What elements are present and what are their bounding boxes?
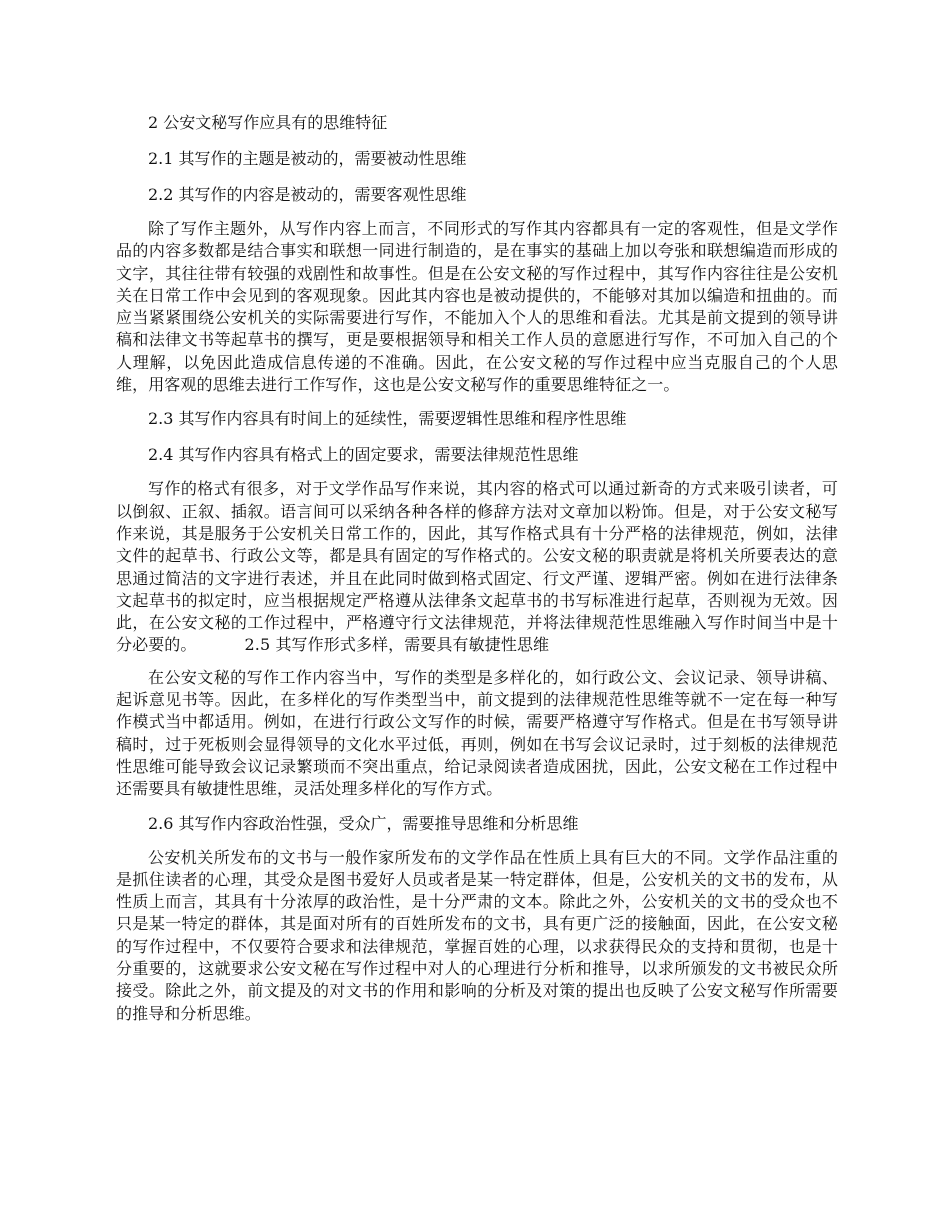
paragraph-2-2: 除了写作主题外，从写作内容上而言，不同形式的写作其内容都具有一定的客观性，但是文学作品的内容多数都是结合事实和联想一同进行制造的，是在事实的基础上加以夸张和联想编造而形成的文字，其往往带有较强的戏剧性和故事性。但是在公安文秘的写作过程中，其写作内容往往是公安机关在日常工作中会见到的客观现象。因此其内容也是被动提供的，不能够对其加以编造和扭曲的。而应当紧紧围绕公安机关的实际需要进行写作，不能加入个人的思维和看法。尤其是前文提到的领导讲稿和法律文书等起草书的撰写，更是要根据领导和相关工作人员的意愿进行写作，不可加入自己的个人理解，以免因此造成信息传递的不准确。因此，在公安文秘的写作过程中应当克服自己的个人思维，用客观的思维去进行工作写作，这也是公安文秘写作的重要思维特征之一。 [116,219,838,395]
section-heading-2-5: 2.5 其写作形式多样，需要具有敏捷性思维 [244,635,550,655]
section-heading-2: 2 公安文秘写作应具有的思维特征 [148,113,388,132]
section-heading-2-1: 2.1 其写作的主题是被动的，需要被动性思维 [148,149,467,168]
section-heading-2-4: 2.4 其写作内容具有格式上的固定要求，需要法律规范性思维 [148,445,579,465]
document-body [116,110,838,1035]
paragraph-2-4-text: 写作的格式有很多，对于文学作品写作来说，其内容的格式可以通过新奇的方式来吸引读者，可以倒叙、正叙、插叙。语言间可以采纳各种各样的修辞方法对文章加以粉饰。但是，对于公安文秘写作来说，其是服务于公安机关日常工作的，因此，其写作格式具有十分严格的法律规范，例如，法律文件的起草书、行政公文等，都是具有固定的写作格式的。公安文秘的职责就是将机关所要表达的意思通过简洁的文字进行表述，并且在此同时做到格式固定、行文严谨、逻辑严密。例如在进行法律条文起草书的拟定时，应当根据规定严格遵从法律条文起草书的书写标准进行起草，否则视为无效。因此，在公安文秘的工作过程中，严格遵守行文法律规范，并将法律规范性思维融入写作时间当中是十分必要的。 [116,479,838,655]
paragraph-2-4 [116,478,838,656]
paragraph-2-6: 公安机关所发布的文书与一般作家所发布的文学作品在性质上具有巨大的不同。文学作品注重的是抓住读者的心理，其受众是图书爱好人员或者是某一特定群体，但是，公安机关的文书的发布，从性质上而言，其具有十分浓厚的政治性，是十分严肃的文本。除此之外，公安机关的文书的受众也不只是某一特定的群体，其是面对所有的百姓所发布的文书，具有更广泛的接触面，因此，在公安文秘的写作过程中，不仅要符合要求和法律规范，掌握百姓的心理，以求获得民众的支持和贯彻，也是十分重要的，这就要求公安文秘在写作过程中对人的心理进行分析和推导，以求所颁发的文书被民众所接受。除此之外，前文提及的对文书的作用和影响的分析及对策的提出也反映了公安文秘写作所需要的推导和分析思维。 [116,847,838,1023]
section-heading-2-3: 2.3 其写作内容具有时间上的延续性，需要逻辑性思维和程序性思维 [148,409,627,429]
section-heading-2-2: 2.2 其写作的内容是被动的，需要客观性思维 [148,185,467,204]
section-heading-2-6: 2.6 其写作内容政治性强，受众广，需要推导思维和分析思维 [148,813,579,833]
paragraph-2-5: 在公安文秘的写作工作内容当中，写作的类型是多样化的，如行政公文、会议记录、领导讲稿、起诉意见书等。因此，在多样化的写作类型当中，前文提到的法律规范性思维等就不一定在每一种写作模式当中都适用。例如，在进行行政公文写作的时候，需要严格遵守写作格式。但是在书写领导讲稿时，过于死板则会显得领导的文化水平过低，再则，例如在书写会议记录时，过于刻板的法律规范性思维可能导致会议记录繁琐而不突出重点，给记录阅读者造成困扰，因此，公安文秘在工作过程中还需要具有敏捷性思维，灵活处理多样化的写作方式。 [116,667,838,799]
